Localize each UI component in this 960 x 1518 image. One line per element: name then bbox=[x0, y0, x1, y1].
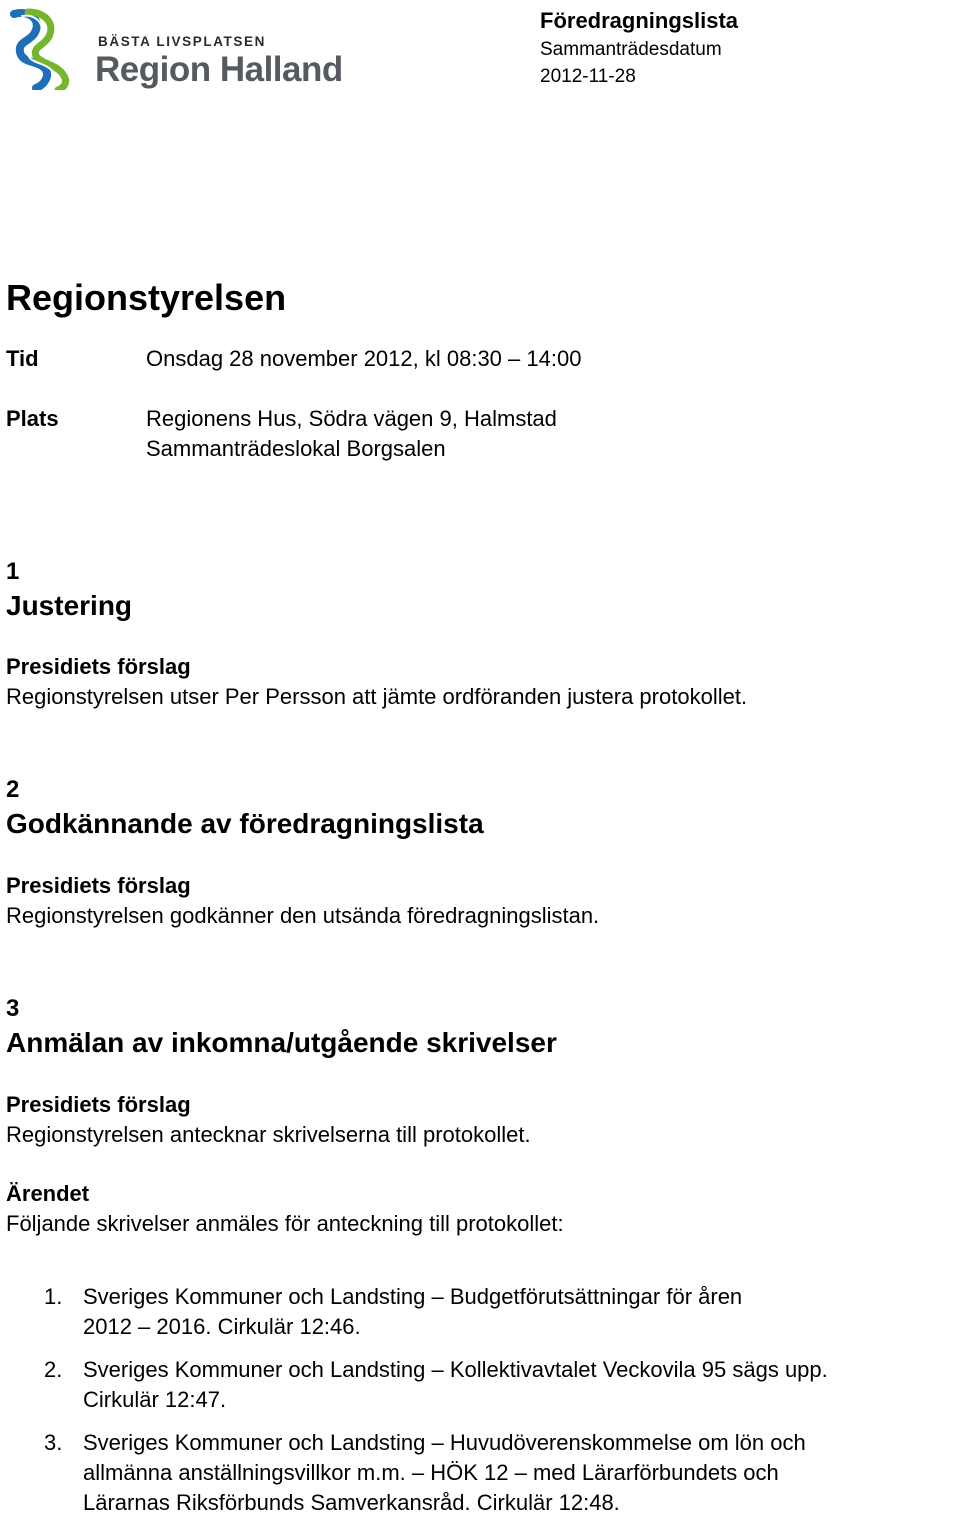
proposal-label: Presidiets förslag bbox=[6, 1092, 191, 1117]
meeting-date: 2012-11-28 bbox=[540, 66, 636, 87]
logo-wordmark: Region Halland bbox=[95, 50, 343, 89]
item-number: 1 bbox=[6, 558, 20, 585]
place-room: Sammanträdeslokal Borgsalen bbox=[146, 436, 446, 461]
list-item-text: Sveriges Kommuner och Landsting – Kollektivavtalet Veckovila 95 sägs upp. Cirkulär 12:47. bbox=[83, 1357, 828, 1412]
item-heading: Justering bbox=[6, 590, 133, 621]
document-header bbox=[540, 6, 738, 90]
list-item-text: Sveriges Kommuner och Landsting – Budgetförutsättningar för åren 2012 – 2016. Cirkulär 12:46. bbox=[83, 1284, 743, 1339]
place-address: Regionens Hus, Södra vägen 9, Halmstad bbox=[146, 406, 557, 431]
proposal-label: Presidiets förslag bbox=[6, 654, 191, 679]
list-item-number: 1. bbox=[44, 1284, 63, 1309]
meeting-date-label: Sammanträdesdatum bbox=[540, 39, 722, 60]
page-title: Regionstyrelsen bbox=[6, 277, 287, 318]
case-label: Ärendet bbox=[6, 1181, 90, 1206]
proposal-label: Presidiets förslag bbox=[6, 873, 191, 898]
list-item-number: 2. bbox=[44, 1357, 63, 1382]
list-item-number: 3. bbox=[44, 1430, 63, 1455]
item-heading: Anmälan av inkomna/utgående skrivelser bbox=[6, 1027, 557, 1058]
time-label: Tid bbox=[6, 346, 39, 371]
region-halland-logo bbox=[6, 6, 346, 96]
halland-map-icon bbox=[6, 6, 86, 90]
item-number: 2 bbox=[6, 776, 20, 803]
place-label: Plats bbox=[6, 406, 59, 431]
proposal-text: Regionstyrelsen utser Per Persson att jämte ordföranden justera protokollet. bbox=[6, 684, 748, 709]
proposal-text: Regionstyrelsen antecknar skrivelserna till protokollet. bbox=[6, 1122, 531, 1147]
item-heading: Godkännande av föredragningslista bbox=[6, 808, 484, 839]
proposal-text: Regionstyrelsen godkänner den utsända föredragningslistan. bbox=[6, 903, 600, 928]
document-type: Föredragningslista bbox=[540, 8, 739, 33]
case-text: Följande skrivelser anmäles för anteckning till protokollet: bbox=[6, 1211, 564, 1236]
item-number: 3 bbox=[6, 995, 20, 1022]
list-item-text: Sveriges Kommuner och Landsting – Huvudöverenskommelse om lön och allmänna anställningsvillkor m.m. – HÖK 12 – med Lärarförbundets och Lärarnas Riksförbunds Samverkansråd. Cirkulär 12:48. bbox=[83, 1430, 806, 1515]
logo-tagline: BÄSTA LIVSPLATSEN bbox=[98, 34, 266, 49]
time-value: Onsdag 28 november 2012, kl 08:30 – 14:00 bbox=[146, 346, 582, 371]
